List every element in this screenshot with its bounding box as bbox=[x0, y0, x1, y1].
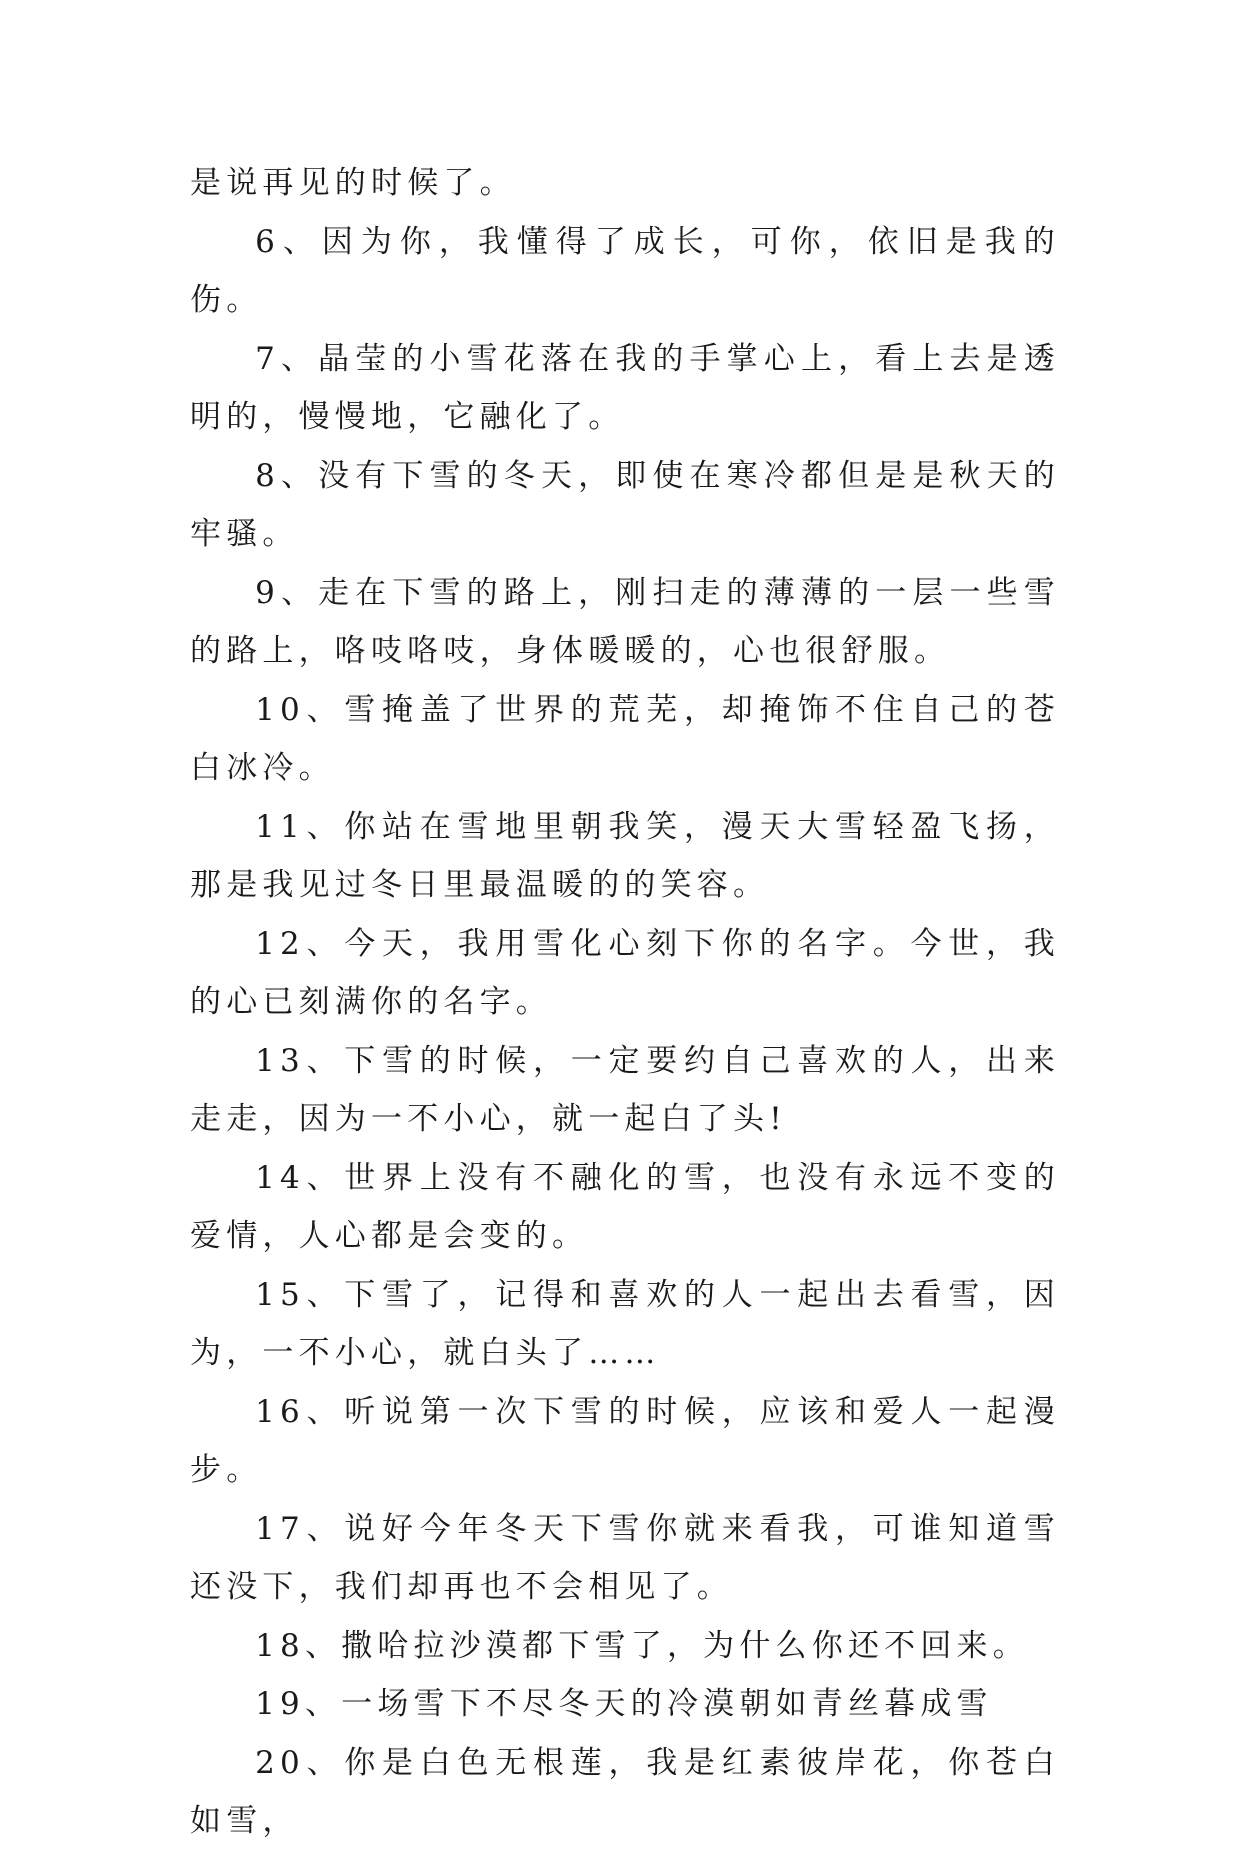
paragraph-item-13: 13、下雪的时候，一定要约自己喜欢的人，出来走走，因为一不小心，就一起白了头! bbox=[190, 1042, 1060, 1137]
paragraph-item-14: 14、世界上没有不融化的雪，也没有永远不变的爱情，人心都是会变的。 bbox=[190, 1159, 1060, 1254]
paragraph-item-8: 8、没有下雪的冬天，即使在寒冷都但是是秋天的牢骚。 bbox=[190, 457, 1060, 552]
paragraph-item-10: 10、雪掩盖了世界的荒芜，却掩饰不住自己的苍白冰冷。 bbox=[190, 691, 1060, 786]
document-body bbox=[190, 154, 1060, 1851]
paragraph-item-18: 18、撒哈拉沙漠都下雪了，为什么你还不回来。 bbox=[255, 1627, 1029, 1664]
paragraph-item-20: 20、你是白色无根莲，我是红素彼岸花，你苍白如雪， bbox=[190, 1744, 1060, 1839]
paragraph-continued: 是说再见的时候了。 bbox=[190, 165, 516, 201]
paragraph-item-7: 7、晶莹的小雪花落在我的手掌心上，看上去是透明的，慢慢地，它融化了。 bbox=[190, 340, 1060, 435]
paragraph-item-6: 6、因为你，我懂得了成长，可你，依旧是我的伤。 bbox=[190, 223, 1060, 318]
paragraph-item-9: 9、走在下雪的路上，刚扫走的薄薄的一层一些雪的路上，咯吱咯吱，身体暖暖的，心也很舒服。 bbox=[190, 574, 1060, 669]
paragraph-item-19: 19、一场雪下不尽冬天的冷漠朝如青丝暮成雪 bbox=[255, 1686, 993, 1722]
paragraph-item-12: 12、今天，我用雪化心刻下你的名字。今世，我的心已刻满你的名字。 bbox=[190, 925, 1060, 1020]
paragraph-item-16: 16、听说第一次下雪的时候，应该和爱人一起漫步。 bbox=[190, 1393, 1060, 1488]
paragraph-item-17: 17、说好今年冬天下雪你就来看我，可谁知道雪还没下，我们却再也不会相见了。 bbox=[190, 1510, 1060, 1605]
paragraph-item-11: 11、你站在雪地里朝我笑，漫天大雪轻盈飞扬，那是我见过冬日里最温暖的的笑容。 bbox=[190, 808, 1060, 903]
paragraph-item-15: 15、下雪了，记得和喜欢的人一起出去看雪，因为，一不小心，就白头了…… bbox=[190, 1276, 1060, 1371]
